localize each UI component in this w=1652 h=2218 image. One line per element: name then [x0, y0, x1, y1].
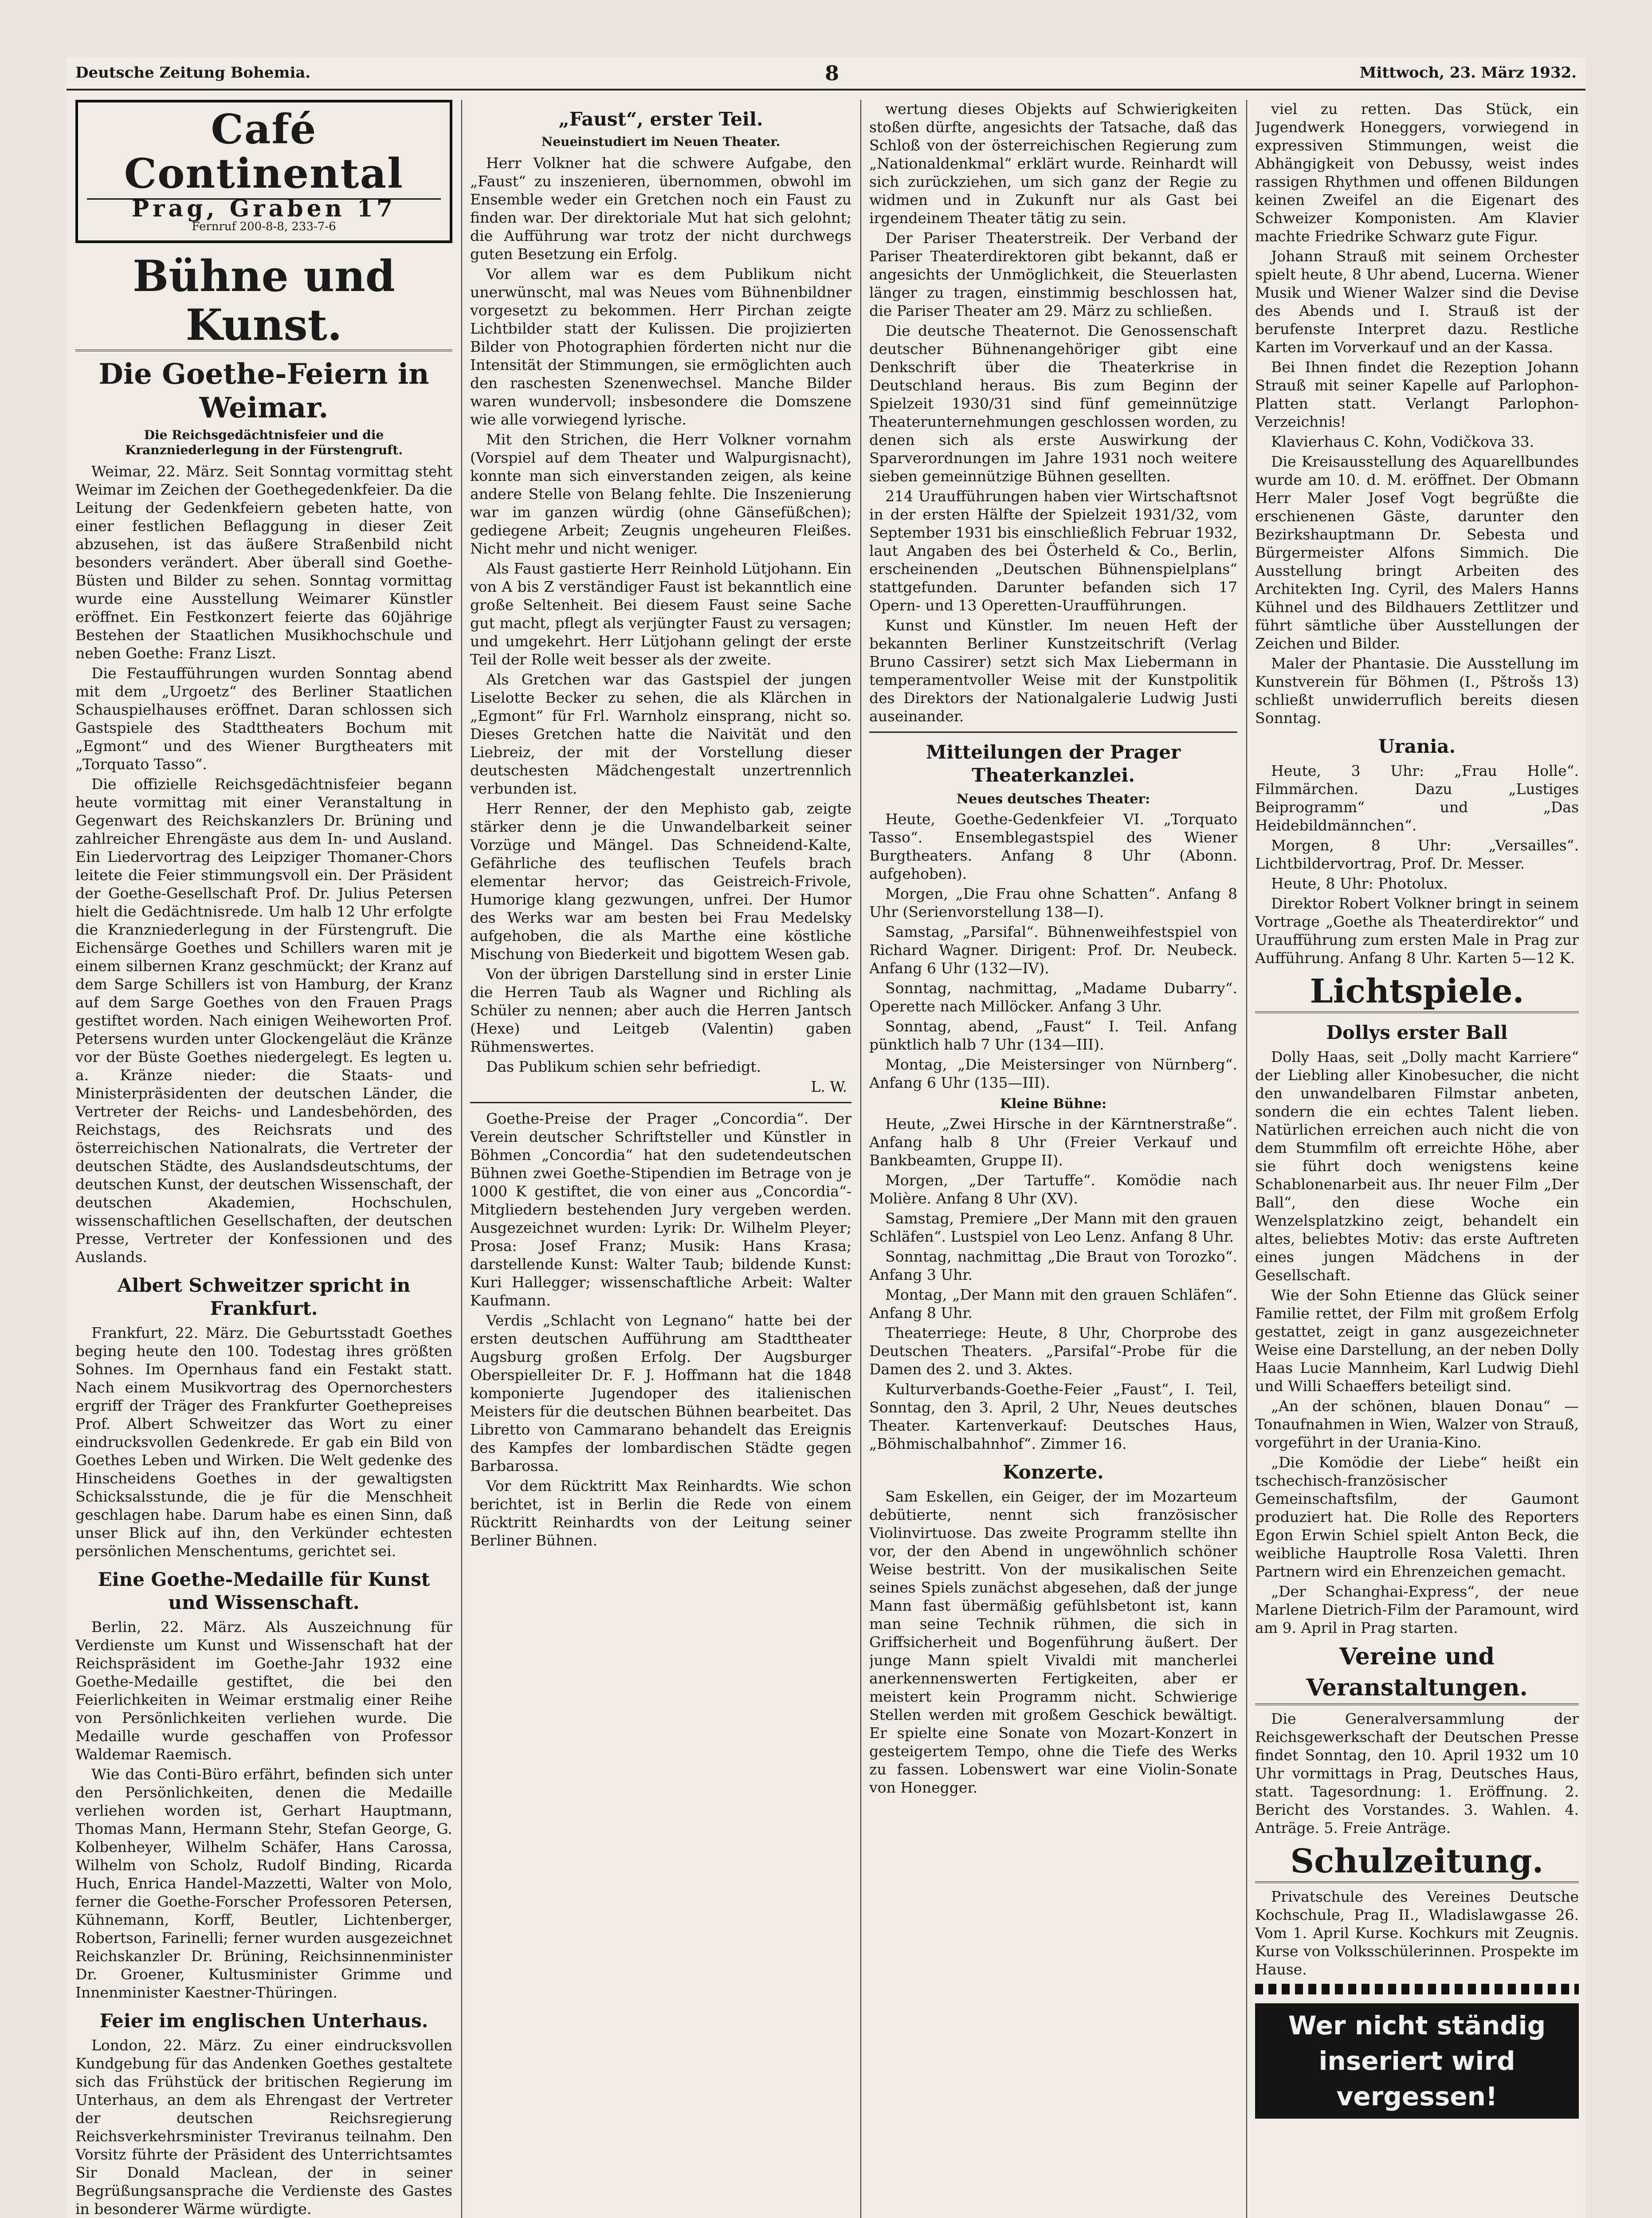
- paragraph: Goethe-Preise der Prager „Concordia“. Der Verein deutscher Schriftsteller und Künstler in Böhmen „Concordia“ hat den sudetendeutschen Bühnen zwei Goethe-Stipendien im Betrage von je 1000 K gestiftet, die von einer aus „Concordia“-Mitgliedern bestehenden Jury vergeben werden. Ausgezeichnet wurden: Lyrik: Dr. Wilhelm Pleyer; Prosa: Josef Franz; Musik: Hans Krasa; darstellende Kunst: Walter Taub; bildende Kunst: Kuri Hallegger; wissenschaftliche Arbeit: Walter Kaufmann.: [470, 1110, 852, 1309]
- paragraph: Als Faust gastierte Herr Reinhold Lütjohann. Ein von A bis Z verständiger Faust ist bekanntlich eine große Seltenheit. Bei diesem Faust seine Sache gut macht, pflegt als verjüngter Faust zu versagen; und umgekehrt. Herr Lütjohann gelingt der erste Teil der Rolle weit besser als der zweite.: [470, 560, 852, 668]
- list-item: Sonntag, nachmittag „Die Braut von Torozko“. Anfang 3 Uhr.: [869, 1248, 1237, 1283]
- divider: [470, 1102, 852, 1103]
- ad-phone: Fernruf 200-8-8, 233-7-6: [192, 220, 336, 233]
- list-item: Direktor Robert Volkner bringt in seinem Vortrage „Goethe als Theaterdirektor“ und Uraufführung zum ersten Male in Prag zur Aufführung. Anfang 8 Uhr. Karten 5—12 K.: [1255, 895, 1579, 967]
- paragraph: Herr Volkner hat die schwere Aufgabe, den „Faust“ zu inszenieren, übernommen, obwohl im Ensemble weder ein Gretchen noch ein Faust zu finden war. Der direktoriale Mut hat sich gelohnt; die Aufführung war trotz der nicht durchwegs guten Besetzung ein Erfolg.: [470, 154, 852, 263]
- list-heading: Kleine Bühne:: [1000, 1096, 1107, 1112]
- paragraph: Bei Ihnen findet die Rezeption Johann Strauß mit seiner Kapelle auf Parlophon-Platten statt. Verlangt Parlophon-Verzeichnis!: [1255, 358, 1579, 430]
- article-title: Mitteilungen der Prager Theaterkanzlei.: [926, 741, 1181, 786]
- paragraph: „Der Schanghai-Express“, der neue Marlene Dietrich-Film der Paramount, wird am 9. April in Prag starten.: [1255, 1583, 1579, 1636]
- paragraph: Die Kreisausstellung des Aquarellbundes wurde am 10. d. M. eröffnet. Der Obmann Herr Maler Josef Vogt begrüßte die erschienenen Gäste, darunter den Bezirkshauptmann Dr. Sebesta und Bürgermeister Alfons Simmich. Die Ausstellung bringt Arbeiten des Architekten Ing. Cyril, des Malers Hanns Kühnel und des Bildhauers Zettlitzer und führt sämtliche über Ausstellungen der Zeichen und Bilder.: [1255, 453, 1579, 652]
- paragraph: „Die Komödie der Liebe“ heißt ein tschechisch-französischer Gemeinschaftsfilm, der Gaumont produziert hat. Die Rolle des Reporters Egon Erwin Schiel spielt Anton Beck, die weibliche Hauptrolle Rosa Valetti. Ihren Partnern wird ein Ehrenzeichen gemacht.: [1255, 1454, 1579, 1580]
- paragraph: Das Publikum schien sehr befriedigt.: [486, 1058, 761, 1075]
- list-item: Sonntag, abend, „Faust“ I. Teil. Anfang pünktlich halb 7 Uhr (134—III).: [869, 1018, 1237, 1053]
- column-rule: [461, 100, 462, 2218]
- paragraph: London, 22. März. Zu einer eindrucksvollen Kundgebung für das Andenken Goethes gestaltete sich das Frühstück der britischen Regierung im Unterhaus, an dem als Ehrengast der Vertreter der deutschen Reichsregierung Reichsverkehrsminister Treviranus teilnahm. Den Vorsitz führte der Präsident des Unterrichtsamtes Sir Donald Maclean, der in seiner Begrüßungsansprache die Verdienste des Gastes in besonderer Wärme würdigte.: [75, 2037, 452, 2218]
- article-title: Feier im englischen Unterhaus.: [99, 2010, 428, 2032]
- paragraph: Johann Strauß mit seinem Orchester spielt heute, 8 Uhr abend, Lucerna. Wiener Musik und Wiener Walzer sind die Devise des Abends und I. Strauß ist der berufenste Interpret dazu. Restliche Karten im Vorverkauf und an der Kassa.: [1255, 248, 1579, 356]
- paragraph: Als Gretchen war das Gastspiel der jungen Liselotte Becker zu sehen, die als Klärchen in „Egmont“ für Frl. Warnholz einsprang, nicht so. Dieses Gretchen hatte die Naivität und den Liebreiz, der mit der Vorstellung dieser deutschesten Mädchengestalt unzertrennlich verbunden ist.: [470, 671, 852, 797]
- column-4: [1255, 100, 1579, 2218]
- article-title: Dollys erster Ball: [1326, 1022, 1508, 1043]
- paragraph: Kulturverbands-Goethe-Feier „Faust“, I. Teil, Sonntag, den 3. April, 2 Uhr, Neues deutsches Theater. Kartenverkauf: Deutsches Haus, „Böhmischalbahnhof“. Zimmer 16.: [869, 1380, 1237, 1452]
- list-item: Sonntag, nachmittag, „Madame Dubarry“. Operette nach Millöcker. Anfang 3 Uhr.: [869, 979, 1237, 1015]
- paragraph: Die Generalversammlung der Reichsgewerkschaft der Deutschen Presse findet Sonntag, den 10. April 1932 um 10 Uhr vormittags in Prag, Deutsches Haus, statt. Tagesordnung: 1. Eröffnung. 2. Bericht des Vorstandes. 3. Wahlen. 4. Anträge. 5. Freie Anträge.: [1255, 1710, 1579, 1837]
- column-3: [869, 100, 1237, 2218]
- paragraph: Die offizielle Reichsgedächtnisfeier begann heute vormittag mit einer Veranstaltung in Gegenwart des Reichskanzlers Dr. Brüning und zahlreicher Ehrengäste aus dem In- und Ausland. Ein Liedervortrag des Leipziger Thomaner-Chors leitete die Feier stimmungsvoll ein. Der Präsident der Goethe-Gesellschaft Prof. Dr. Julius Petersen hielt die Gedächtnisrede. Um halb 12 Uhr erfolgte die Kranzniederlegung in der Fürstengruft. Die Eichensärge Goethes und Schillers waren mit je einem silbernen Kranz geschmückt; der Kranz auf dem Sarge Schillers ist von Hamburg, der Kranz auf dem Sarge Goethes von den Frauen Prags gestiftet worden. Nach einigen Weiheworten Prof. Petersens wurden unter Glockengeläut die Kränze vor der Büste Goethes niedergelegt. Es legten u. a. Kränze nieder: die Staats- und Ministerpräsidenten der deutschen Länder, die Vertreter der Reichs- und Landesbehörden, des Reichstags, des Reichsrats und des österreichischen Nationalrats, die Vertreter der deutschen Städte, des Auslandsdeutschtums, der deutschen Kunst, der deutschen Wissenschaft, der deutschen Akademien, Hochschulen, wissenschaftlichen Gesellschaften, der deutschen Presse, Vertreter der Konfessionen und des Auslands.: [75, 775, 452, 1266]
- paragraph: Die Festaufführungen wurden Sonntag abend mit dem „Urgoetz“ des Berliner Staatlichen Schauspielhauses eröffnet. Daran schlossen sich Gastspiele des Stadttheaters Bochum mit „Egmont“ und des Wiener Burgtheaters mit „Torquato Tasso“.: [75, 665, 452, 773]
- article-title: Eine Goethe-Medaille für Kunst und Wissenschaft.: [98, 1569, 430, 1613]
- newspaper-name: Deutsche Zeitung Bohemia.: [75, 64, 311, 82]
- article-title: Urania.: [1378, 735, 1456, 757]
- paragraph: Wie das Conti-Büro erfährt, befinden sich unter den Persönlichkeiten, denen die Medaille verliehen worden ist, Gerhart Hauptmann, Thomas Mann, Hermann Stehr, Stefan George, G. Kolbenheyer, Wilhelm Schäfer, Hans Carossa, Wilhelm von Scholz, Rudolf Binding, Ricarda Huch, Enrica Handel-Mazzetti, Walter von Molo, ferner die Goethe-Forscher Professoren Petersen, Kühnemann, Korff, Beutler, Lichtenberger, Robertson, Farinelli; ferner wurden ausgezeichnet Reichskanzler Dr. Brüning, Reichsinnenminister Dr. Groener, Kultusminister Grimme und Innenminister Kaestner-Thüringen.: [75, 1766, 452, 2001]
- article-subtitle: Neueinstudiert im Neuen Theater.: [541, 134, 781, 149]
- decorative-border: [1255, 1984, 1579, 1994]
- section-heading-schulzeitung: Schulzeitung.: [1255, 1841, 1579, 1883]
- list-item: Morgen, „Die Frau ohne Schatten“. Anfang 8 Uhr (Serienvorstellung 138—I).: [869, 885, 1237, 920]
- article-title: „Faust“, erster Teil.: [558, 108, 763, 130]
- paragraph: viel zu retten. Das Stück, ein Jugendwerk Honeggers, vorwiegend in expressiven Stimmungen, weist die Abhängigkeit von Debussy, weist indes rassigen Rhythmen und offenen Bildungen keinen Zweifel an die Eigenart des Schweizer Komponisten. Am Klavier machte Friedrike Schwarz gute Figur.: [1255, 100, 1579, 245]
- list-item: Montag, „Die Meistersinger von Nürnberg“. Anfang 6 Uhr (135—III).: [869, 1056, 1237, 1091]
- paragraph: Von der übrigen Darstellung sind in erster Linie die Herren Taub als Wagner und Richling als Schüler zu nennen; aber auch die Herren Jantsch (Hexe) und Leitgeb (Valentin) gaben Rühmenswertes.: [470, 965, 852, 1055]
- paragraph: Der Pariser Theaterstreik. Der Verband der Pariser Theaterdirektoren gibt bekannt, daß er angesichts der Unmöglichkeit, die Steuerlasten länger zu tragen, einstimmig beschlossen hat, die Pariser Theater am 29. März zu schließen.: [869, 229, 1237, 319]
- page-header: [67, 58, 1585, 90]
- article-title: Albert Schweitzer spricht in Frankfurt.: [117, 1274, 411, 1319]
- list-item: Montag, „Der Mann mit den grauen Schläfen“. Anfang 8 Uhr.: [869, 1286, 1237, 1321]
- paragraph: Die deutsche Theaternot. Die Genossenschaft deutscher Bühnenangehöriger gibt eine Denkschrift über die Theaterkrise in Deutschland heraus. Bis zum Beginn der Spielzeit 1930/31 sind fünf gemeinnützige Theaterunternehmungen geschlossen worden, zu denen sich als erste Auswirkung der Sparverordnungen im Jahre 1931 noch weitere sieben gemeinnützige Bühnen gesellten.: [869, 322, 1237, 485]
- paragraph: 214 Uraufführungen haben vier Wirtschaftsnot in der ersten Hälfte der Spielzeit 1931/32, vom September 1931 bis einschließlich Februar 1932, laut Angaben des bei Österheld & Co., Berlin, erscheinenden „Deutschen Bühnenspielplans“ stattgefunden. Darunter befanden sich 17 Opern- und 13 Operetten-Uraufführungen.: [869, 488, 1237, 614]
- list-item: Heute, 3 Uhr: „Frau Holle“. Filmmärchen. Dazu „Lustiges Beiprogramm“ und „Das Heidebildmännchen“.: [1255, 762, 1579, 834]
- list-item: Heute, Goethe-Gedenkfeier VI. „Torquato Tasso“. Ensemblegastspiel des Wiener Burgtheaters. Anfang 8 Uhr (Abonn. aufgehoben).: [869, 810, 1237, 882]
- section-heading-buehne: Bühne und Kunst.: [75, 252, 452, 351]
- paragraph: Dolly Haas, seit „Dolly macht Karriere“ der Liebling aller Kinobesucher, die nicht den unwandelbaren Filmstar anbeten, sondern die ein echtes Talent lieben. Natürlichen erreichen auch nicht die von dem Stummfilm oft erreichte Höhe, aber sie führt doch wenigstens keine Schablonenarbeit aus. Ihr neuer Film „Der Ball“, den diese Woche ein Wenzelsplatzkino zeigt, behandelt ein altes, beliebtes Motiv: das erste Auftreten eines jungen Mädchens in der Gesellschaft.: [1255, 1048, 1579, 1284]
- section-heading-lichtspiele: Lichtspiele.: [1255, 971, 1579, 1013]
- list-item: Morgen, „Der Tartuffe“. Komödie nach Molière. Anfang 8 Uhr (XV).: [869, 1172, 1237, 1207]
- paragraph: Weimar, 22. März. Seit Sonntag vormittag steht Weimar im Zeichen der Goethegedenkfeier. Da die Leitung der Gedenkfeiern gebeten hatte, von einer festlichen Beflaggung in dieser Zeit abzusehen, ist das äußere Straßenbild nicht besonders verändert. Aber überall sind Goethe-Büsten und Bilder zu sehen. Sonntag vormittag wurde eine Ausstellung Weimarer Künstler eröffnet. Ein Festkonzert feierte das 60jährige Bestehen der Staatlichen Musikhochschule und neben Goethe: Franz Liszt.: [75, 463, 452, 662]
- paragraph: Berlin, 22. März. Als Auszeichnung für Verdienste um Kunst und Wissenschaft hat der Reichspräsident im Goethe-Jahr 1932 eine Goethe-Medaille gestiftet, die bei den Feierlichkeiten in Weimar erstmalig einer Reihe von Persönlichkeiten verliehen wurde. Die Medaille wurde geschaffen von Professor Waldemar Raemisch.: [75, 1618, 452, 1763]
- list-item: Samstag, „Parsifal“. Bühnenweihfestspiel von Richard Wagner. Dirigent: Prof. Dr. Neubeck. Anfang 6 Uhr (132—IV).: [869, 923, 1237, 977]
- paragraph: Vor allem war es dem Publikum nicht unerwünscht, mal was Neues vom Bühnenbildner vorgesetzt zu bekommen. Herr Pirchan zeigte Lichtbilder statt der Kulissen. Die projizierten Bilder von Photographien förderten nicht nur die Intensität der Stimmungen, sie ermöglichten auch den raschesten Szenenwechsel. Manche Bilder waren wundervoll; insbesondere die Domszene wie alle vorwiegend lyrische.: [470, 265, 852, 428]
- divider: [869, 731, 1237, 733]
- paragraph: Privatschule des Vereines Deutsche Kochschule, Prag II., Wladislawgasse 26. Vom 1. April Kurse. Kochkurs mit Zeugnis. Kurse von Volksschülerinnen. Prospekte im Hause.: [1255, 1888, 1579, 1978]
- paragraph: „An der schönen, blauen Donau“ — Tonaufnahmen in Wien, Walzer von Strauß, vorgeführt in der Urania-Kino.: [1255, 1397, 1579, 1451]
- paragraph: Mit den Strichen, die Herr Volkner vornahm (Vorspiel auf dem Theater und Walpurgisnacht), konnte man sich einverstanden zeigen, als keine andere Stelle von Belang fehlte. Die Inszenierung war im ganzen würdig (ohne Gänsefüßchen); gediegene Arbeit; Zeugnis ungeheuren Fleißes. Nicht mehr und nicht weniger.: [470, 431, 852, 557]
- paragraph: wertung dieses Objekts auf Schwierigkeiten stoßen dürfte, angesichts der Tatsache, daß das Schloß von der österreichischen Regierung zum „Nationaldenkmal“ erklärt wurde. Reinhardt will sich zurückziehen, um sich ganz der Regie zu widmen und in Zukunft nur als Gast bei irgendeinem Theater tätig zu sein.: [869, 100, 1237, 227]
- newspaper-page: [67, 58, 1585, 2218]
- cafe-advertisement: [75, 100, 452, 243]
- paragraph: Klavierhaus C. Kohn, Vodičkova 33.: [1271, 433, 1534, 450]
- paragraph: Frankfurt, 22. März. Die Geburtsstadt Goethes beging heute den 100. Todestag ihres größten Sohnes. Im Opernhaus fand ein Festakt statt. Nach einem Musikvortrag des Opernorchesters ergriff der Träger des Frankfurter Goethepreises Prof. Albert Schweitzer das Wort zu einer eindrucksvollen Gedenkrede. Er gab ein Bild von Goethes Leben und Wirken. Die Welt gedenke des Hinscheidens Goethes in der gewaltigsten Schicksalsstunde, die je für die Menschheit geschlagen habe. Darum habe es einen Sinn, daß unser Blick auf ihn, den Verkünder echtesten persönlichen Menschentums, gerichtet sei.: [75, 1324, 452, 1560]
- column-rule: [860, 100, 861, 2218]
- paragraph: Kunst und Künstler. Im neuen Heft der bekannten Berliner Kunstzeitschrift (Verlag Bruno Cassirer) setzt sich Max Liebermann in temperamentvoller Weise mit der Kunstpolitik des Direktors der Nationalgalerie Ludwig Justi auseinander.: [869, 617, 1237, 725]
- list-item: Morgen, 8 Uhr: „Versailles“. Lichtbildervortrag, Prof. Dr. Messer.: [1255, 837, 1579, 872]
- list-item: Heute, „Zwei Hirsche in der Kärntnerstraße“. Anfang halb 8 Uhr (Freier Verkauf und Bankbeamten, Gruppe II).: [869, 1115, 1237, 1169]
- article-title: Konzerte.: [1003, 1461, 1104, 1483]
- paragraph: Sam Eskellen, ein Geiger, der im Mozarteum debütierte, nennt sich französischer Violinvirtuose. Das zweite Programm stellte ihn vor, der den Abend in ungewöhnlich schöner Weise bestritt. Von der musikalischen Seite seines Spiels zunächst abgesehen, daß der junge Mann fast übermäßig gefühlsbetont ist, kann man seine Technik rühmen, die sich in Griffsicherheit und Bogenführung äußert. Der junge Mann spielt Vivaldi mit mancherlei anerkennenswerten Fertigkeiten, aber er meistert kein Programm nicht. Schwierige Stellen werden mit großem Geschick bewältigt. Er spielte eine Sonate von Mozart-Konzert in gesteigertem Tempo, ohne die Tiefe des Werks zu fassen. Lobenswert war eine Violin-Sonate von Honegger.: [869, 1488, 1237, 1796]
- ad-title: Café Continental: [124, 105, 404, 197]
- article-title: Die Goethe-Feiern in Weimar.: [98, 358, 429, 425]
- article-subtitle: Die Reichsgedächtnisfeier und die Kranzniederlegung in der Fürstengruft.: [125, 428, 403, 457]
- ad-address: Prag, Graben 17: [87, 198, 441, 218]
- paragraph: Vor dem Rücktritt Max Reinhardts. Wie schon berichtet, ist in Berlin die Rede von einem Rücktritt Reinhardts von der Leitung seiner Berliner Bühnen.: [470, 1477, 852, 1549]
- column-2: [470, 100, 852, 2218]
- issue-date: Mittwoch, 23. März 1932.: [1359, 64, 1577, 82]
- column-1: [75, 100, 452, 2218]
- list-heading: Neues deutsches Theater:: [956, 791, 1150, 807]
- paragraph: Wie der Sohn Etienne das Glück seiner Familie rettet, der Film mit großem Erfolg gestattet, zeigt in ganz ausgezeichneter Weise eine Darstellung, an der neben Dolly Haas Lucie Mannheim, Karl Ludwig Diehl und Willi Schaeffers beteiligt sind.: [1255, 1286, 1579, 1395]
- author-signature: L. W.: [811, 1078, 847, 1095]
- section-heading-vereine: Vereine und Veranstaltungen.: [1255, 1641, 1579, 1705]
- paragraph: Theaterriege: Heute, 8 Uhr, Chorprobe des Deutschen Theaters. „Parsifal“-Probe für die Damen des 2. und 3. Aktes.: [869, 1324, 1237, 1378]
- list-item: Samstag, Premiere „Der Mann mit den grauen Schläfen“. Lustspiel von Leo Lenz. Anfang 8 Uhr.: [869, 1210, 1237, 1245]
- paragraph: Herr Renner, der den Mephisto gab, zeigte stärker denn je die Unwandelbarkeit seiner Vorzüge und Mängel. Das Schneidend-Kalte, Gefährliche des teuflischen Teufels brach elementar hervor; das Geistreich-Frivole, Humorige klang gezwungen, unfrei. Der Humor des Werks war am besten bei Frau Medelsky aufgehoben, die als Marthe eine köstliche Mischung von Biederkeit und bigottem Wesen gab.: [470, 800, 852, 963]
- page-number: 8: [825, 61, 840, 85]
- column-rule: [1246, 100, 1247, 2218]
- paragraph: Maler der Phantasie. Die Ausstellung im Kunstverein für Böhmen (I., Pštrošs 13) schließt unwiderruflich bereits diesen Sonntag.: [1255, 655, 1579, 727]
- list-item: Heute, 8 Uhr: Photolux.: [1271, 875, 1448, 892]
- advertisement-banner: Wer nicht ständig inseriert wird vergessen!: [1255, 2003, 1579, 2119]
- paragraph: Verdis „Schlacht von Legnano“ hatte bei der ersten deutschen Aufführung am Stadttheater Augsburg großen Erfolg. Der Augsburger Oberspielleiter Dr. F. J. Hoffmann hat die 1848 komponierte Jugendoper des italienischen Meisters für die deutschen Bühnen bearbeitet. Das Libretto von Cammarano behandelt das Ereignis des Kampfes der lombardischen Städte gegen Barbarossa.: [470, 1312, 852, 1475]
